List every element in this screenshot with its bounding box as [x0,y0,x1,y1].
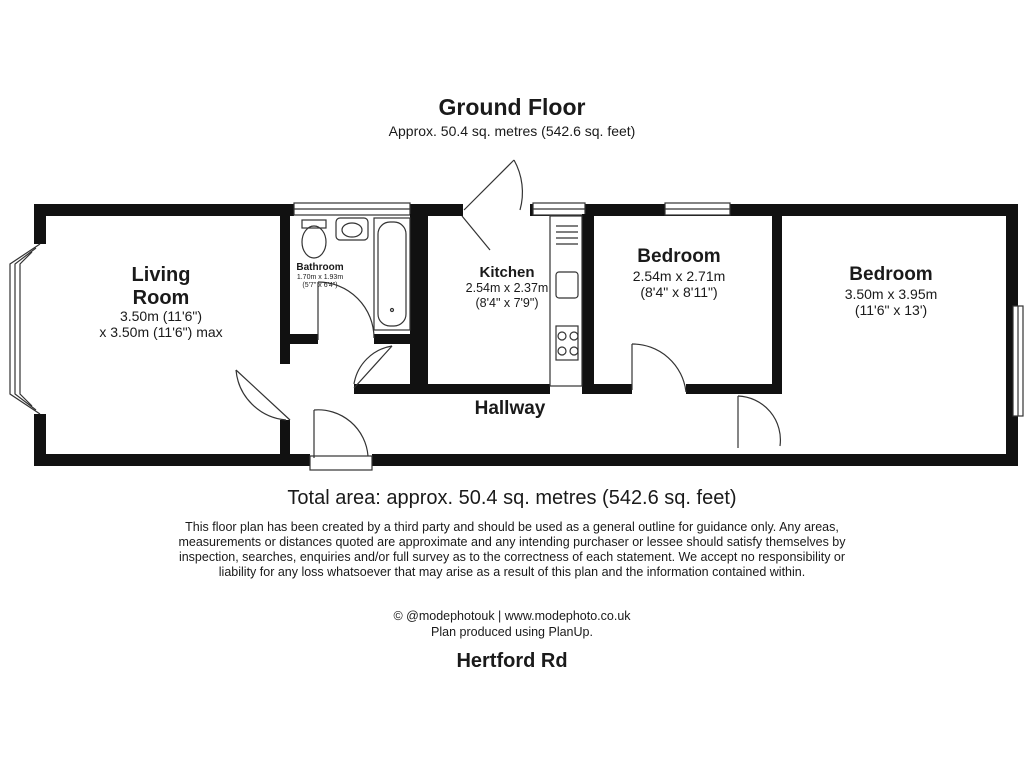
bathroom-dim-imperial: (5'7" x 6'4") [302,281,338,289]
bathroom-dim-metric: 1.70m x 1.93m [296,273,344,281]
living-room-dim-line1: 3.50m (11'6") [119,308,203,324]
disclaimer-text: This floor plan has been created by a third party and should be used as a general outline for guidance only. Any areas, measurements or distances quoted are approximate and any intending purchaser or lessee should satisfy themselves by inspection, searches, enquiries and/or full survey as to the correctness of each statement. We accept no responsibility or liability for any loss whatsoever that may arise as a result of this plan and the information contained within. [178,520,846,579]
credit-text: © @modephotouk | www.modephoto.co.uk [393,609,631,623]
total-area-text: Total area: approx. 50.4 sq. metres (542.6 sq. feet) [287,487,737,509]
bedroom1-dim-metric: 2.54m x 2.71m [632,267,726,284]
living-room-dimensions [76,308,246,340]
kitchen-dim-imperial: (8'4" x 7'9") [475,295,539,310]
bedroom2-dim-imperial: (11'6" x 13') [854,301,928,318]
front-door-frame [310,456,372,470]
kitchen-dim-metric: 2.54m x 2.37m [465,281,549,296]
bedroom1-dim-imperial: (8'4" x 8'11") [640,283,718,300]
living-room-name-line2: Room [132,287,190,309]
address-title: Hertford Rd [456,650,568,672]
bedroom1-label [604,246,754,300]
kitchen-name: Kitchen [479,264,535,281]
living-room-dim-line2: x 3.50m (11'6") max [99,324,223,341]
bathroom-name: Bathroom [296,262,344,273]
hallway-name: Hallway [474,398,546,419]
floor-title: Ground Floor [438,94,586,120]
living-room-name-line1: Living [131,264,191,286]
bedroom1-name: Bedroom [637,246,721,267]
bathroom-label [284,262,356,290]
kitchen-label [450,264,564,310]
floor-area-text: Approx. 50.4 sq. metres (542.6 sq. feet) [388,123,636,139]
living-room-label [86,264,236,310]
bay-window [10,244,40,414]
bedroom2-name: Bedroom [849,264,933,285]
bedroom2-dim-metric: 3.50m x 3.95m [844,285,938,302]
planup-text: Plan produced using PlanUp. [431,625,593,639]
bedroom2-label [816,264,966,318]
